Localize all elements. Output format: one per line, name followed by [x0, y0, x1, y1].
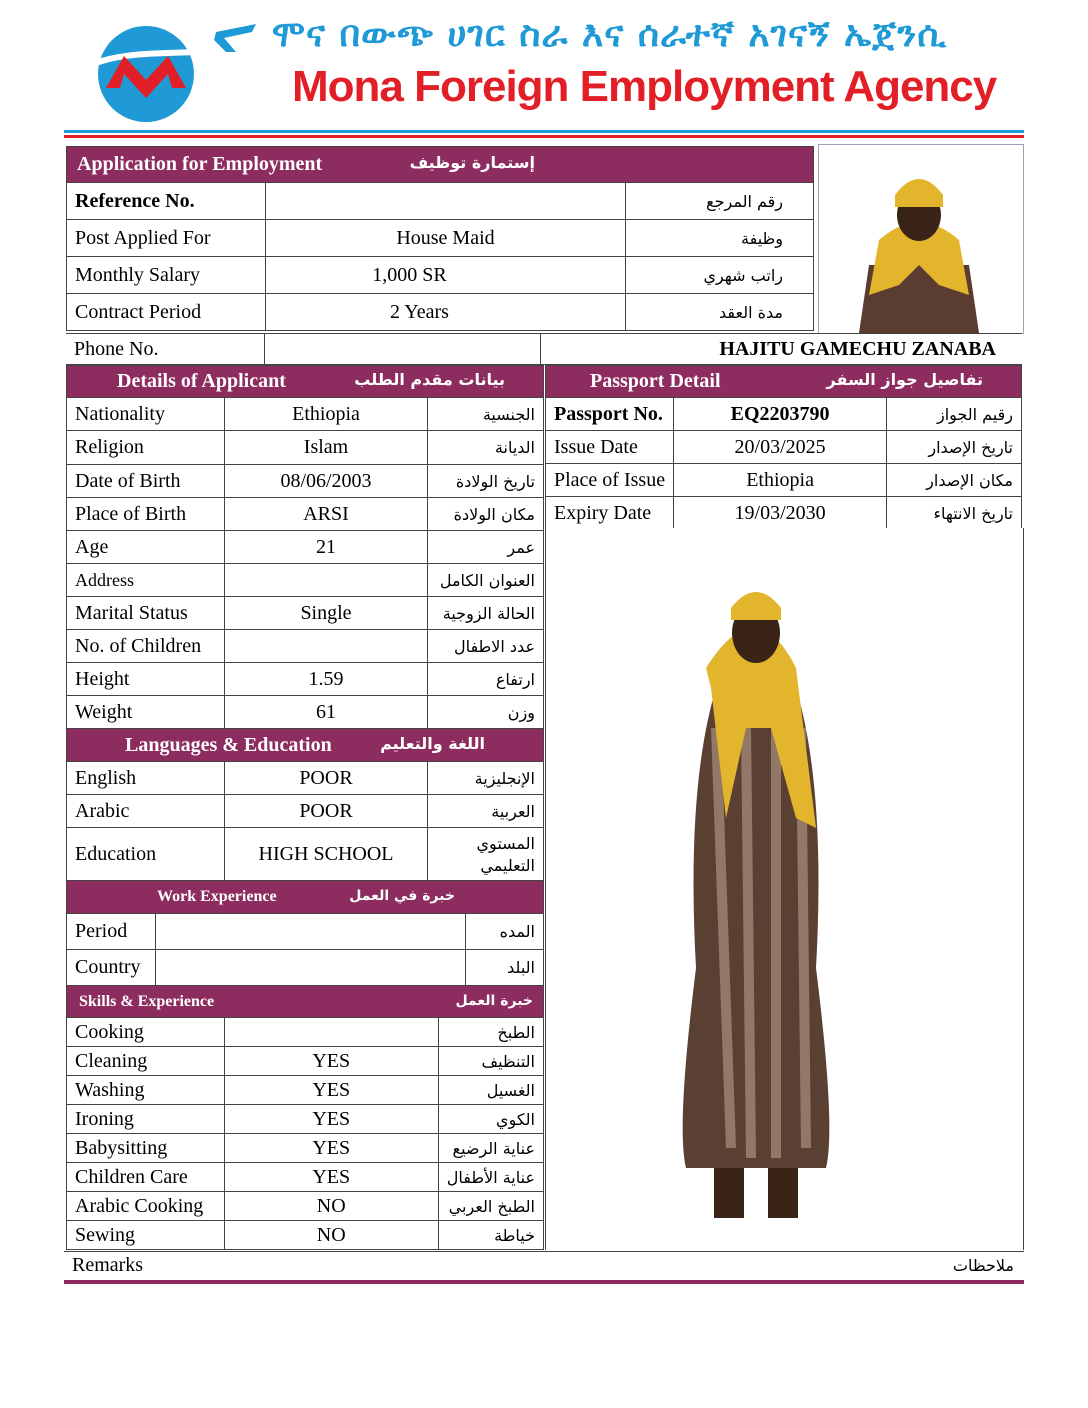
marital-label-ar: الحالة الزوجية [428, 597, 544, 630]
skills-title: Skills & Experience [79, 992, 215, 1010]
religion-label-ar: الديانة [428, 431, 544, 465]
salary-value: 1,000 SR [266, 257, 626, 294]
washing-label: Washing [67, 1076, 225, 1105]
education-label-ar: المستوي التعليمي [428, 828, 544, 882]
cooking-label-ar: الطبخ [438, 1018, 543, 1047]
table-row [67, 914, 544, 950]
work-title-ar: خبرة في العمل [349, 888, 455, 904]
cleaning-label-ar: التنظيف [438, 1047, 543, 1076]
table-row [67, 531, 544, 564]
table-row [67, 696, 544, 729]
weight-value: 61 [225, 696, 428, 729]
languages-header [67, 729, 544, 762]
table-row [546, 431, 1022, 464]
height-value: 1.59 [225, 663, 428, 696]
marital-label: Marital Status [67, 597, 225, 630]
table-row [67, 183, 814, 220]
table-row [67, 1076, 544, 1105]
expiry-date-value: 19/03/2030 [674, 497, 887, 530]
children-care-label: Children Care [67, 1163, 225, 1192]
washing-label-ar: الغسيل [438, 1076, 543, 1105]
table-row [67, 950, 544, 986]
languages-title-ar: اللغة والتعليم [380, 733, 485, 753]
post-label-ar: وظيفة [626, 220, 814, 257]
application-table [66, 146, 814, 331]
place-of-issue-label: Place of Issue [546, 464, 674, 497]
dob-label: Date of Birth [67, 465, 225, 498]
cleaning-label: Cleaning [67, 1047, 225, 1076]
salary-label: Monthly Salary [67, 257, 266, 294]
english-label-ar: الإنجليزية [428, 762, 544, 795]
sewing-label-ar: خياطة [438, 1221, 543, 1250]
weight-label-ar: وزن [428, 696, 544, 729]
expiry-date-label-ar: تاريخ الانتهاء [887, 497, 1022, 530]
work-table [66, 880, 544, 986]
sewing-value: NO [224, 1221, 438, 1250]
nationality-label: Nationality [67, 398, 225, 431]
arabic-cooking-value: NO [224, 1192, 438, 1221]
table-row [67, 257, 814, 294]
babysitting-label: Babysitting [67, 1134, 225, 1163]
issue-date-label-ar: تاريخ الإصدار [887, 431, 1022, 464]
table-row [67, 465, 544, 498]
remarks-label: Remarks [64, 1252, 567, 1282]
age-value: 21 [225, 531, 428, 564]
arabic-value: POOR [225, 795, 428, 828]
cleaning-value: YES [224, 1047, 438, 1076]
children-label: No. of Children [67, 630, 225, 663]
table-row [67, 597, 544, 630]
phone-row-table [66, 333, 1022, 365]
issue-date-label: Issue Date [546, 431, 674, 464]
phone-value [265, 334, 541, 365]
height-label-ar: ارتفاع [428, 663, 544, 696]
passport-title-ar: تفاصيل جواز السفر [826, 370, 983, 389]
table-row [67, 630, 544, 663]
dob-value: 08/06/2003 [225, 465, 428, 498]
table-row [67, 564, 544, 597]
arabic-label-ar: العربية [428, 795, 544, 828]
work-title: Work Experience [157, 888, 277, 905]
header-divider-red [64, 135, 1024, 138]
english-label: English [67, 762, 225, 795]
agency-name: Mona Foreign Employment Agency [292, 62, 997, 111]
contract-label-ar: مدة العقد [626, 294, 814, 331]
place-of-issue-value: Ethiopia [674, 464, 887, 497]
passport-title: Passport Detail [590, 370, 721, 392]
table-row [67, 498, 544, 531]
remarks-label-ar: ملاحظات [567, 1252, 1024, 1282]
english-value: POOR [225, 762, 428, 795]
period-label-ar: المده [466, 914, 544, 950]
table-row [67, 220, 814, 257]
ironing-label: Ironing [67, 1105, 225, 1134]
sewing-label: Sewing [67, 1221, 225, 1250]
babysitting-label-ar: عناية الرضيع [438, 1134, 543, 1163]
salary-label-ar: راتب شهري [626, 257, 814, 294]
age-label-ar: عمر [428, 531, 544, 564]
children-care-label-ar: عناية الأطفال [438, 1163, 543, 1192]
phone-label: Phone No. [66, 334, 265, 365]
table-row [546, 464, 1022, 497]
arabic-label: Arabic [67, 795, 225, 828]
skills-table [66, 985, 544, 1250]
address-label: Address [67, 564, 225, 597]
education-label: Education [67, 828, 225, 882]
agency-logo [76, 18, 266, 130]
details-title-ar: بيانات مقدم الطلب [354, 370, 505, 389]
header-divider-blue [64, 130, 1024, 133]
details-title: Details of Applicant [117, 370, 286, 392]
application-title: Application for Employment [77, 153, 323, 175]
table-row [67, 1192, 544, 1221]
age-label: Age [67, 531, 225, 564]
pob-label: Place of Birth [67, 498, 225, 531]
remarks-table [64, 1251, 1024, 1284]
reference-label: Reference No. [67, 183, 266, 220]
passport-header [546, 366, 1022, 398]
children-label-ar: عدد الاطفال [428, 630, 544, 663]
religion-label: Religion [67, 431, 225, 465]
post-value: House Maid [266, 220, 626, 257]
period-value [156, 914, 466, 950]
table-row [67, 1221, 544, 1250]
nationality-value: Ethiopia [225, 398, 428, 431]
ironing-label-ar: الكوي [438, 1105, 543, 1134]
contract-label: Contract Period [67, 294, 266, 331]
table-row [546, 398, 1022, 431]
phone-row [66, 334, 1022, 365]
country-label: Country [67, 950, 156, 986]
pob-label-ar: مكان الولادة [428, 498, 544, 531]
pob-value: ARSI [225, 498, 428, 531]
address-label-ar: العنوان الكامل [428, 564, 544, 597]
table-row [67, 398, 544, 431]
table-row [67, 762, 544, 795]
period-label: Period [67, 914, 156, 950]
application-header [67, 147, 814, 183]
post-label: Post Applied For [67, 220, 266, 257]
table-row [67, 795, 544, 828]
religion-value: Islam [225, 431, 428, 465]
remarks-row [64, 1252, 1024, 1282]
table-row [67, 1047, 544, 1076]
country-label-ar: البلد [466, 950, 544, 986]
nationality-label-ar: الجنسية [428, 398, 544, 431]
details-header [67, 366, 544, 398]
applicant-full-body-photo [545, 528, 1024, 1250]
work-header [67, 881, 544, 914]
table-row [67, 828, 544, 882]
height-label: Height [67, 663, 225, 696]
passport-table [545, 365, 1022, 530]
table-row [67, 1105, 544, 1134]
babysitting-value: YES [224, 1134, 438, 1163]
reference-label-ar: رقم المرجع [626, 183, 814, 220]
country-value [156, 950, 466, 986]
skills-title-ar: خبرة العمل [455, 992, 533, 1009]
agency-amharic-title: ሞና በውጭ ሀገር ስራ እና ሰራተኛ አገናኝ ኤጀንሲ [272, 14, 948, 55]
languages-title: Languages & Education [125, 733, 332, 756]
table-row [67, 431, 544, 465]
details-table [66, 365, 544, 882]
cooking-value [224, 1018, 438, 1047]
applicant-name: HAJITU GAMECHU ZANABA [541, 334, 1023, 365]
marital-value: Single [225, 597, 428, 630]
applicant-portrait-photo [818, 144, 1024, 334]
passport-no-value: EQ2203790 [674, 398, 887, 431]
table-row [67, 1018, 544, 1047]
washing-value: YES [224, 1076, 438, 1105]
table-row [67, 1163, 544, 1192]
passport-no-label-ar: رقيم الجواز [887, 398, 1022, 431]
children-value [225, 630, 428, 663]
contract-value: 2 Years [266, 294, 626, 331]
address-value [225, 564, 428, 597]
expiry-date-label: Expiry Date [546, 497, 674, 530]
table-row [67, 1134, 544, 1163]
table-row [67, 294, 814, 331]
education-value: HIGH SCHOOL [225, 828, 428, 882]
reference-value [266, 183, 626, 220]
cooking-label: Cooking [67, 1018, 225, 1047]
arabic-cooking-label: Arabic Cooking [67, 1192, 225, 1221]
place-of-issue-label-ar: مكان الإصدار [887, 464, 1022, 497]
table-row [546, 497, 1022, 530]
passport-no-label: Passport No. [546, 398, 674, 431]
arabic-cooking-label-ar: الطبخ العربي [438, 1192, 543, 1221]
dob-label-ar: تاريخ الولادة [428, 465, 544, 498]
ironing-value: YES [224, 1105, 438, 1134]
issue-date-value: 20/03/2025 [674, 431, 887, 464]
application-title-ar: إستمارة توظيف [409, 153, 535, 172]
children-care-value: YES [224, 1163, 438, 1192]
weight-label: Weight [67, 696, 225, 729]
table-row [67, 663, 544, 696]
skills-header [67, 986, 544, 1018]
